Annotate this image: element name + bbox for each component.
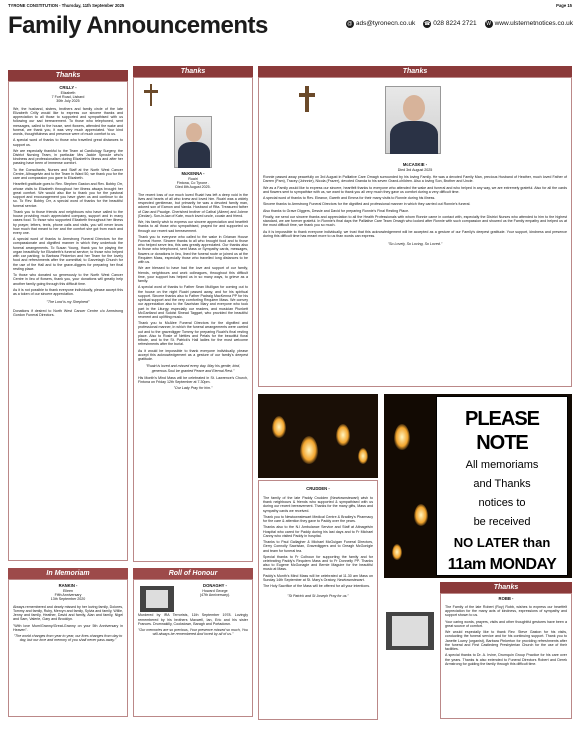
deceased-first: Elizabeth — [60, 90, 76, 95]
donaghy-banner: Roll of Honour — [133, 568, 253, 579]
notice-text: Thank you to those friends and neighbours who have called to the house providing much appreciated company, support and in many cases food. To those who supported Elizabeth throughout her illness by prayer, letters, texts, phone calls and visits, you will never know how much that meant to her and the comfort she got from each and every one. — [13, 209, 123, 235]
please-note-backdrop — [384, 394, 572, 578]
notice-text: Ronnie passed away peacefully on 3rd August in Palliative Care Omagh surrounded by his loving Family. He was a devoted Family Man, precious Husband of Heather, much loved Father of Darren (Pam), Tracey (Johnnie), Nicola (Frazer), devoted Granda to his seven Grand-children. Also a loving Son, Brother and Uncle. — [263, 175, 567, 184]
notice-text: Thanks to Paul Gallagher & Michael McGuigan Funeral Directors, Gerry Connolly Sacristan, Gravediggers and to Greagh McGonigle and team for funeral tea. — [263, 540, 373, 553]
crilly-banner: Thanks — [8, 70, 128, 81]
email-contact[interactable]: @ ads@tyronecn.co.uk — [347, 20, 416, 27]
notice-text: Thank you to Newtownstewart Medical Centre & Bradley's Pharmacy for the care & attention they gave to Paddy over the years. — [263, 514, 373, 524]
notice-text: Murdered by IRA Terrorists, 11th September 1978. Lovingly remembered by his brothers Maxwell, Ian, Eric and his sister Frances. Drumnakilly, Cookstown, Baragh and Portadown. — [138, 613, 248, 626]
notice-text: The family of the late Paddy Crudden (Newtownstewart) wish to thank neighbours & friends who supported & sympathised with us during our recent bereavement. Thanks for the many gifts, Mass and sympathy cards we received. — [263, 495, 373, 513]
deceased-address: 7 Fort Road, Lisbard — [51, 95, 85, 100]
web-contact[interactable]: W www.ulsternetnotices.co.uk — [486, 20, 573, 27]
robb-notice — [440, 582, 572, 720]
please-note-box: PLEASE NOTE All memoriams and Thanks notices to be received NO LATER than 11am MONDAY — [436, 396, 568, 576]
notice-text: Also thanks to Grave Diggers, Dessie and David for preparing Ronnie's Final Resting Place. — [263, 208, 410, 213]
notice-text: Donations if desired to North West Cancer Centre c/o Armstrong Gordon Funeral Directors. — [13, 308, 123, 317]
phone-contact[interactable]: ☎ 028 8224 2721 — [424, 20, 477, 27]
notice-text: A special thanks to Dr. A. Irvine, Drumquin Group Practice for his care over the years. Thanks is also extended to Funeral Directors Robert and Derek Armstrong for guiding the family through this difficult time. — [445, 653, 567, 666]
notice-text: A special word of thanks to Armstrong Funeral Directors for the compassionate and dignified manner in which they undertook the funeral arrangements. To Susan Young, thank you for playing the organ beautifully for Elizabeth's funeral service; to those who helped with car parking; to Barbara Pinkerton and her Team for the lovely food and refreshments after the committal; to Garvetagh Church for the use of the Hall and to the grave-diggers for preparing her final resting place. — [13, 237, 123, 271]
contact-bar — [346, 20, 573, 28]
anniversary: (47th Anniversary). — [199, 593, 231, 598]
mccaskie-notice — [258, 66, 572, 388]
masthead — [8, 12, 573, 39]
notice-text: As it is not possible to thank everyone individually, please accept this as a token of our sincere appreciation. — [13, 287, 123, 297]
deceased-date: Died 3rd August 2025 — [397, 167, 433, 172]
notice-text: Finally, we send our sincere thanks and appreciation to all the Health Professionals with whom Ronnie came in contact with, especially the District Nurses who attended to him to the highest standard, we are forever grateful. In Ronnie's final days the Palliative Care Team Omagh who looked after Ronnie with such compassion and showed us the Family empathy and helped us at the most difficult time, we thank you so much. — [263, 214, 567, 228]
notice-text: To the Consultants, Nurses and Staff at the North West Cancer Centre, Altnagelvin and to the Team in Ward 50, we thank you for the care and compassion you gave to Elizabeth. — [13, 167, 123, 181]
notice-text: Always remembered and dearly missed by her loving family, Dolores, Tommy and family, Ruby, Mervyn and family, Sylvia and family, Willie, Jenny and family, Heather, David and family, Alan and family, Nigel and Sam, Valerie, Gary and Brooklyn. — [13, 604, 123, 622]
page-number: Page 15 — [556, 3, 572, 8]
notice-verse: "Ruairi is loved and missed every day. May his gentle, kind, generous Soul be granted Peace and Eternal Rest." — [145, 364, 241, 373]
notice-verse: "Our memories are so precious, Your presence missed so much, You will always be remembered And loved by all of us." — [138, 628, 248, 637]
crudden-notice — [258, 480, 378, 720]
notice-text: The Family of the late Robert (Roy) Robb, wishes to express our heartfelt appreciation for the many acts of kindness, expressions of sympathy and support shown to us. — [445, 604, 567, 618]
deceased-photo — [385, 86, 441, 154]
deceased-first: Eileen — [63, 588, 73, 593]
notice-text: "With love Mum/Granny/Great-Granny on your 5th Anniversary in Heaven". — [13, 623, 123, 632]
cross-icon — [144, 84, 158, 106]
notice-text: We are blessed to have had the love and support of our family, friends, neighbours and work colleagues, throughout this difficult time, your support has helped us in so many ways, to grieve as a family. — [138, 266, 248, 284]
deceased-photo — [174, 116, 212, 168]
anniversary: Fifth Anniversary — [54, 593, 82, 598]
notice-text: We as a Family would like to express our sincere, heartfelt thanks to everyone who attended the wake and funeral and who helped in any way, we are extremely grateful. Also for all the cards and flowers sent to sympathise with us, we want to thank you all very much they gave us comfort during a very difficult time. — [263, 185, 567, 194]
notice-text: A special word of thanks to Father Sean Mulligan for coming out to the house on the night Ruairi passed away, and for his spiritual support. Sincere thanks also to Father Padraig MacKenna PP for his spiritual support and the very comforting Requiem Mass. We convey our appreciation also to the Sacristan Mary and everyone who took part in the Liturgy, especially our readers, and musician Plunkett McGartland and Soloist Sinead Taggart, who provided the beautiful reverent and uplifting music. — [138, 285, 248, 319]
notice-verse: "So Lovely, So Loving, So Loved." — [387, 242, 443, 246]
mckenna-notice — [133, 66, 253, 563]
notice-verse: "St Patrick and St Joseph Pray for us." — [287, 594, 349, 599]
notice-verse: "The world changes from year to year, our lives changes from day to day, but our love and memory of you shall never pass away." — [13, 634, 123, 643]
deceased-date: 13th September 2020 — [50, 597, 86, 602]
notice-text: Heartfelt gratitude goes to Rev. Stephen Gaston and Rev. Bobby Orr, whose visits to Elizabeth throughout her illness always brought her great comfort. We would also like to thank you for the pastoral support and encouragement you have given us and continue to do so. To Rev. Bobby Orr, a special word of thanks for the beautiful funeral service. — [13, 182, 123, 208]
deceased-name: McKENNA - — [181, 171, 205, 176]
page-title: Family Announcements — [8, 12, 268, 39]
mckenna-banner: Thanks — [133, 66, 253, 77]
candles-image — [258, 394, 378, 478]
book-icon — [140, 586, 174, 612]
notice-text: Your caring words, prayers, visits and other thoughtful gestures have been a great source of comfort. — [445, 619, 567, 628]
robb-banner: Thanks — [440, 582, 572, 593]
deceased-place: Fintona, Co Tyrone . — [176, 181, 210, 186]
notice-text: As it would be impossible to thank everyone individually, please accept this acknowledgement as a gesture of our family's deepest gratitude. — [138, 348, 248, 362]
phone-icon: ☎ — [424, 21, 431, 27]
deceased-first: Ruairi — [188, 176, 198, 181]
notice-text: We are especially thankful to the Team at Cardiology Surgery, the District Nursing Team, in particular Mrs Jackie Sproule who's kindness and professionalism during Elizabeth's illness and after her passing have been of immense comfort. — [13, 148, 123, 166]
edition-line: TYRONE CONSTITUTION - Thursday, 11th September 2025 — [8, 3, 125, 8]
web-icon: W — [486, 21, 491, 27]
notice-text: Thank you to McAlee Funeral Directors for the dignified and professional manner, in which the funeral arrangements were carried out and to the gravedigger Tommy for preparing Ruairi's final resting place. Also to Rosie of Nettles and Petals for the beautiful floral tribute, and to the St. Patrick's Hall ladies for the most welcome refreshments after the burial. — [138, 321, 248, 347]
email-icon: @ — [347, 21, 353, 27]
rankin-banner: In Memoriam — [8, 568, 128, 579]
notice-text: Thank you to everyone who called to the wake in Grianan House Funeral Home. Sincere thanks to all who brought food and to those who helped serve tea, this was greatly appreciated. Our thanks also to those who telephoned, sent Mass or Sympathy cards, messages, flowers or donations in lieu, lined the funeral route or joined us at the Requiem Mass, especially those who travelled long distances to be with us. — [138, 234, 248, 265]
deceased-first: Howard George — [202, 588, 228, 593]
notice-text: We, the husband, sisters, brothers and family circle of the late Elizabeth Crilly would like to express our sincere thanks and appreciation to all those to supported and sympathised with us following our sad bereavement. To those who telephoned, sent messages, called to the house, sent flowers, attended the wake and funeral, we thank you, it was very much appreciated. Your kind words, thoughtfulness and presence were of much comfort to us. — [13, 106, 123, 137]
notice-verse: "The Lord is my Shepherd" — [46, 300, 90, 305]
notice-text: The recent loss of our much loved Ruairi has left a deep void in the lives and hearts of all who knew and loved him. Ruairi was a widely respected gentleman, but primarily he was a devoted family man, adored son of Eamon and Vanda. Husband of Rita. Treasured father of Cian and Paudge. Cherished brother of Cathal (Aileen) and Jolene (Declan). Son-in-law of Kate, much loved uncle, cousin and friend. — [138, 192, 248, 218]
deceased-date: Died 8th August 2025. — [175, 185, 211, 190]
notice-text: We would especially like to thank Rev. Steve Gaston for his visits, conducting the funeral service and for his continuing support. Thank you to Janette Lowry (organist), Barbara Pinkerton for providing refreshments after the funeral and First Castlederg Presbyterian Church for the use of their facilities. — [445, 630, 567, 652]
rankin-notice — [8, 568, 128, 718]
deceased-name: McCASKIE - — [402, 162, 428, 167]
donaghy-notice — [133, 568, 253, 718]
mccaskie-banner: Thanks — [258, 66, 572, 77]
deceased-name: ROBB - — [498, 596, 514, 601]
deceased-date: 30th July 2025 — [56, 99, 80, 104]
notice-text: Paddy's Month's Mind Mass will be celebrated at 11.30 am Mass on Sunday 14th September at St. Mary's Oratory, Newtownstewart. — [263, 573, 373, 582]
deceased-name: RANKIN - — [58, 583, 78, 588]
notice-text: A special word of thanks to those who travelled great distances to support us. — [13, 138, 123, 147]
notice-text: We, his family wish to express our sincere appreciation and heartfelt thanks to all those who sympathised, prayed for and supported us through our recent sad bereavement. — [138, 220, 248, 233]
deceased-name: CRILLY - — [59, 85, 77, 90]
book-icon — [386, 612, 434, 650]
cross-icon — [299, 86, 315, 112]
crilly-notice — [8, 70, 128, 562]
deceased-name: DONAGHY - — [203, 583, 227, 588]
notice-text: Special thanks to Fr Colhoun for supporting the family and for celebrating Paddy's Requiem Mass and to Fr Donnelly PP. Thanks also to Eugene McGonagle and Bernie Maguire for the beautiful music at Mass. — [263, 554, 373, 572]
notice-text: As it is impossible to thank everyone individually, we trust that this acknowledgement will be accepted as a gesture of our Family's deepest gratitude. Your support, kindness and presence during this difficult time has meant more to us than words can express. — [263, 229, 567, 238]
notice-text: The Holy Sacrifice of the Mass will be offered for all your intentions. — [263, 584, 370, 589]
notice-closing: "Our Lady Pray for him." — [173, 386, 213, 391]
notice-text: To those who donated so generously to the North West Cancer Centre in lieu of flowers, thank you, your donations will greatly help another family going through this difficult time. — [13, 273, 123, 286]
deceased-name: CRUDDEN - — [306, 486, 330, 491]
notice-text: His Month's Mind Mass will be celebrated in St. Lawrence's Church, Fintona on Friday 12th September at 7.30pm. — [138, 375, 248, 385]
notice-text: Sincere thanks to Armstrong Funeral Directors for the dignified and professional manner in which they carried out Ronnie's funeral. — [263, 202, 471, 207]
notice-text: A special word of thanks to Rev. Eleanor, Gareth and Emma for their many visits to Ronnie during his illness. — [263, 196, 436, 201]
notice-text: Thanks also to the N.I Ambulance Service and Staff at Altnagelvin Hospital who cared for Paddy during his last days and to Fr Michael Canny who visited Paddy in hospital. — [263, 525, 373, 538]
